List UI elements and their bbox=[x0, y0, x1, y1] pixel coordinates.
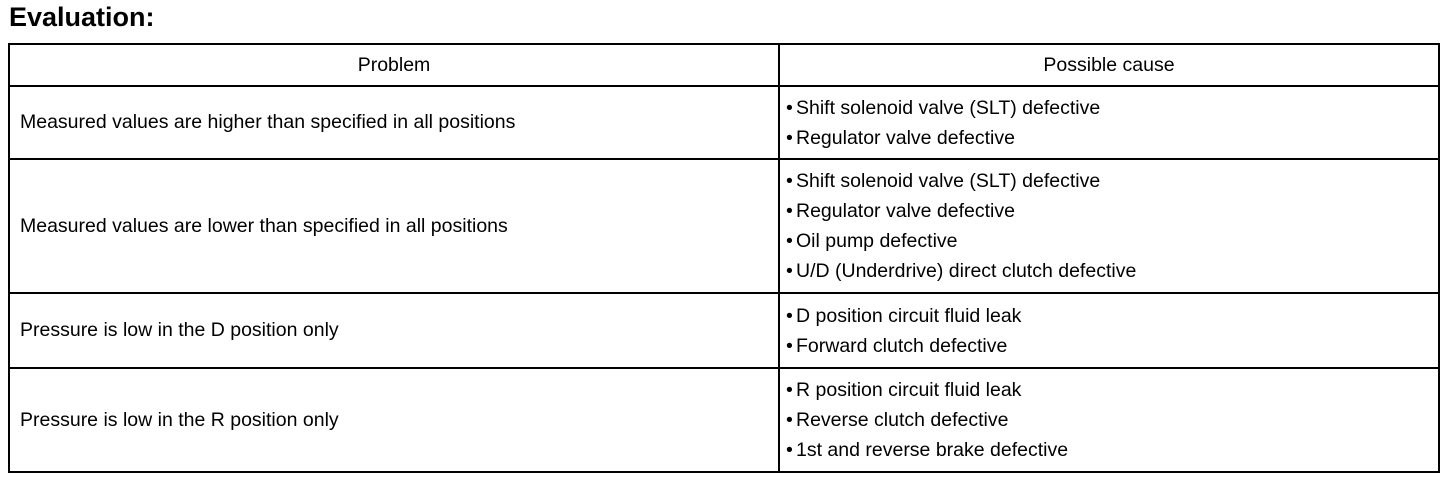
cause-list bbox=[786, 166, 1428, 286]
cause-cell bbox=[779, 86, 1439, 159]
cause-item bbox=[786, 196, 1428, 226]
table-row bbox=[9, 159, 1439, 293]
cause-item bbox=[786, 123, 1428, 153]
page-title: Evaluation: bbox=[9, 2, 155, 32]
cause-list bbox=[786, 93, 1428, 153]
evaluation-table bbox=[8, 43, 1440, 473]
cause-list bbox=[786, 301, 1428, 361]
cause-item bbox=[786, 256, 1428, 286]
table-row bbox=[9, 86, 1439, 159]
cause-text: Shift solenoid valve (SLT) defective bbox=[796, 170, 1101, 192]
cause-cell bbox=[779, 368, 1439, 472]
cause-item bbox=[786, 405, 1428, 435]
bullet-icon: • bbox=[786, 379, 793, 401]
bullet-icon: • bbox=[786, 304, 793, 327]
column-header-possible-cause: Possible cause bbox=[779, 44, 1439, 86]
cause-text: 1st and reverse brake defective bbox=[796, 439, 1069, 461]
cause-item bbox=[786, 375, 1428, 405]
problem-cell: Measured values are lower than specified in all positions bbox=[9, 159, 779, 293]
cause-text: Regulator valve defective bbox=[796, 126, 1015, 149]
cause-text: U/D (Underdrive) direct clutch defective bbox=[796, 260, 1137, 282]
bullet-icon: • bbox=[786, 439, 793, 461]
bullet-icon: • bbox=[786, 126, 793, 149]
cause-text: D position circuit fluid leak bbox=[796, 304, 1022, 327]
table-row bbox=[9, 368, 1439, 472]
cause-text: Shift solenoid valve (SLT) defective bbox=[796, 96, 1101, 119]
bullet-icon: • bbox=[786, 334, 793, 357]
column-header-problem: Problem bbox=[9, 44, 779, 86]
problem-cell: Measured values are higher than specified in all positions bbox=[9, 86, 779, 159]
cause-item bbox=[786, 166, 1428, 196]
table-header-row bbox=[9, 44, 1439, 86]
cause-item bbox=[786, 93, 1428, 123]
cause-cell bbox=[779, 293, 1439, 368]
cause-item bbox=[786, 301, 1428, 331]
cause-item bbox=[786, 226, 1428, 256]
bullet-icon: • bbox=[786, 230, 793, 252]
bullet-icon: • bbox=[786, 96, 793, 119]
cause-item bbox=[786, 435, 1428, 465]
cause-text: Forward clutch defective bbox=[796, 334, 1008, 357]
bullet-icon: • bbox=[786, 260, 793, 282]
cause-cell bbox=[779, 159, 1439, 293]
cause-item bbox=[786, 331, 1428, 361]
bullet-icon: • bbox=[786, 200, 793, 222]
bullet-icon: • bbox=[786, 170, 793, 192]
cause-text: Regulator valve defective bbox=[796, 200, 1015, 222]
bullet-icon: • bbox=[786, 409, 793, 431]
cause-text: R position circuit fluid leak bbox=[796, 379, 1022, 401]
cause-text: Oil pump defective bbox=[796, 230, 958, 252]
table-row bbox=[9, 293, 1439, 368]
problem-cell: Pressure is low in the D position only bbox=[9, 293, 779, 368]
cause-text: Reverse clutch defective bbox=[796, 409, 1009, 431]
problem-cell: Pressure is low in the R position only bbox=[9, 368, 779, 472]
cause-list bbox=[786, 375, 1428, 465]
